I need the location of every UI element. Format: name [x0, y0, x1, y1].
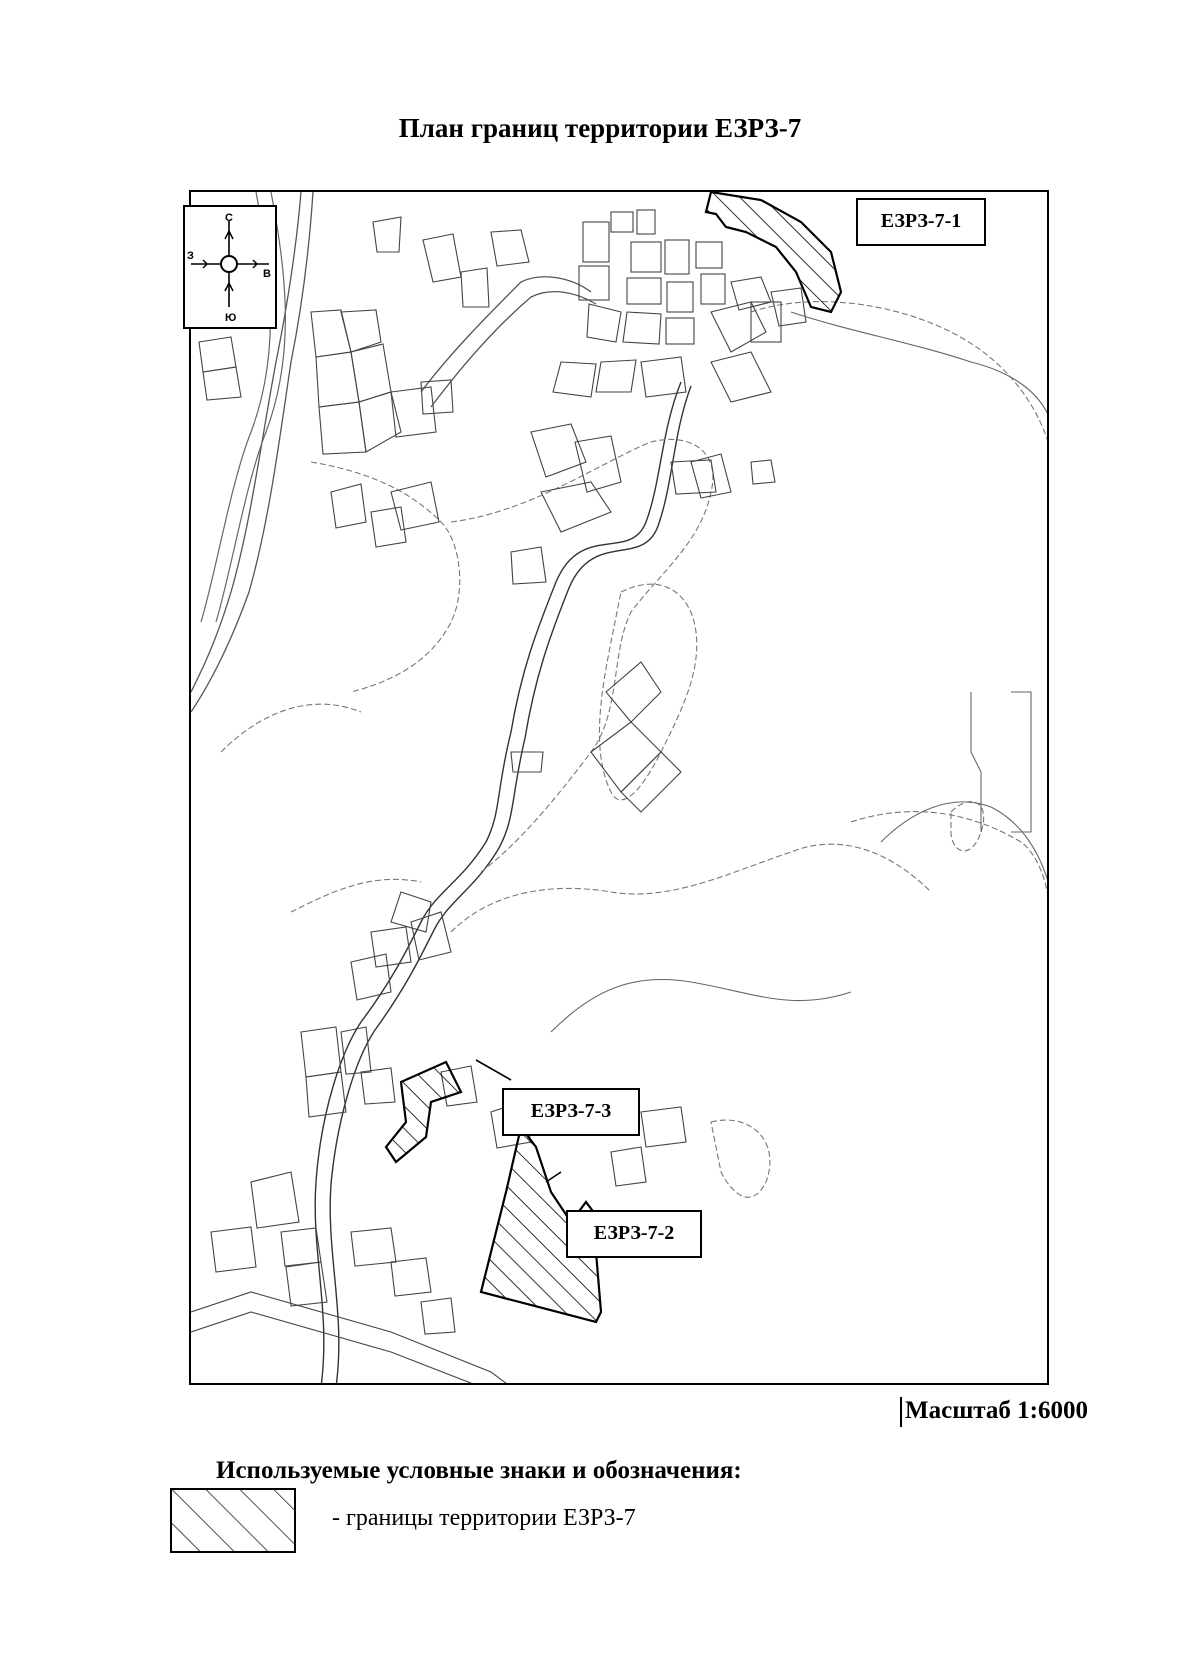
- parcels-south: [191, 892, 686, 1385]
- scale-marker: [900, 1397, 902, 1427]
- compass-icon: [185, 207, 275, 327]
- map-scale: Масштаб 1:6000: [905, 1397, 1088, 1424]
- legend-hatch-swatch: [170, 1488, 296, 1553]
- zone-ezrz-7-2-leader: [546, 1172, 561, 1182]
- legend-title: Используемые условные знаки и обозначения:: [216, 1457, 742, 1484]
- zone-ezrz-7-3-area[interactable]: [386, 1062, 461, 1162]
- zone-label-ezrz-7-3[interactable]: ЕЗРЗ-7-3: [502, 1088, 640, 1136]
- compass-west-label: З: [187, 250, 194, 262]
- parcels-west: [199, 310, 406, 547]
- parcels-middle: [511, 460, 716, 812]
- zone-label-ezrz-7-1[interactable]: ЕЗРЗ-7-1: [856, 198, 986, 246]
- map-title: План границ территории ЕЗРЗ-7: [398, 113, 802, 143]
- map-canvas: [191, 192, 1049, 1385]
- field-boundary-east: [551, 312, 1049, 1032]
- compass-south-label: Ю: [225, 312, 237, 324]
- map-area[interactable]: [189, 190, 1049, 1385]
- legend-item-label: - границы территории ЕЗРЗ-7: [332, 1505, 636, 1531]
- compass-east-label: В: [263, 268, 271, 280]
- zone-label-ezrz-7-2[interactable]: ЕЗРЗ-7-2: [566, 1210, 702, 1258]
- zone-ezrz-7-3-leader: [476, 1060, 511, 1080]
- zone-ezrz-7-1-area[interactable]: [706, 192, 841, 312]
- compass-north-label: С: [225, 212, 233, 224]
- compass-rose: [183, 205, 277, 329]
